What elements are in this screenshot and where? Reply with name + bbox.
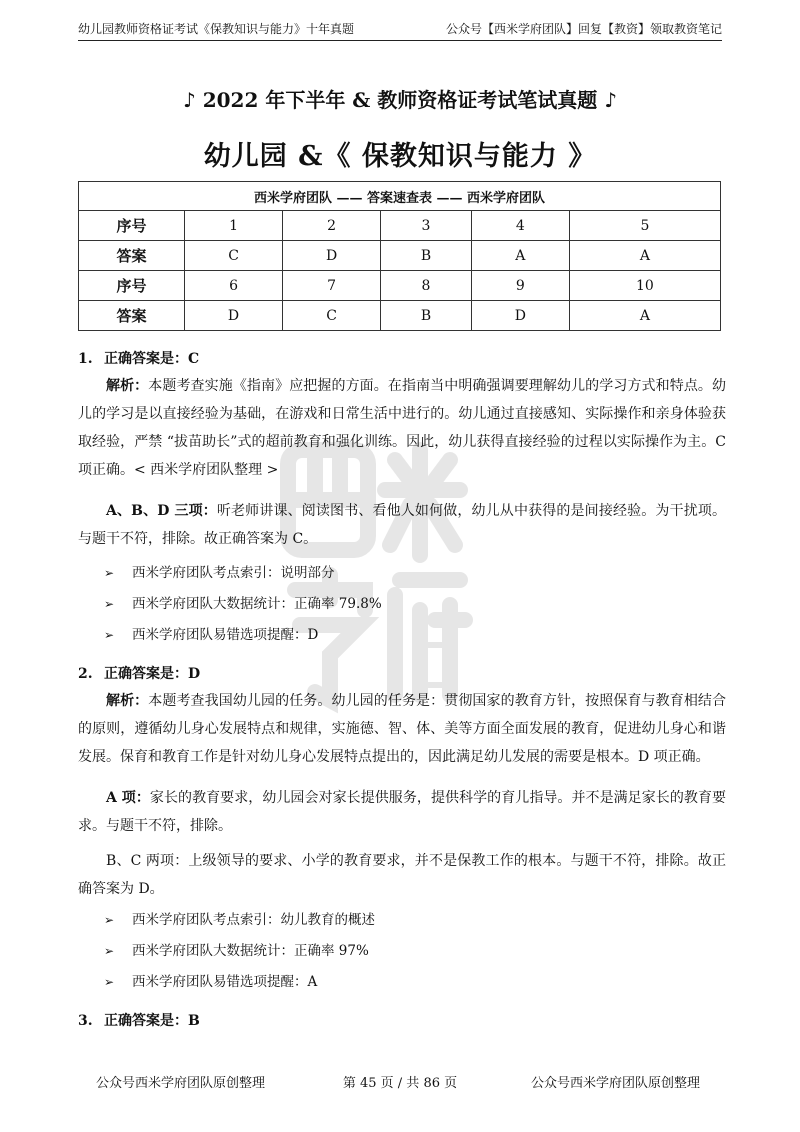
question-number-cell: 7: [283, 271, 381, 301]
answer-cell: A: [569, 241, 720, 271]
arrow-bullet-icon: ➢: [104, 944, 115, 958]
answer-cell: D: [283, 241, 381, 271]
table-row: [79, 301, 721, 331]
list-item: ➢ 西米学府团队易错选项提醒：D: [104, 627, 319, 643]
q1-options-paragraph: [78, 497, 726, 553]
arrow-bullet-icon: ➢: [104, 566, 115, 580]
answer-cell: B: [381, 241, 472, 271]
answer-table-caption: 西米学府团队 —— 答案速查表 —— 西米学府团队: [79, 182, 721, 211]
footer-left: 公众号西米学府团队原创整理: [96, 1076, 266, 1091]
q1-analysis-lead: 解析：: [106, 378, 149, 394]
arrow-bullet-icon: ➢: [104, 597, 115, 611]
question-number-cell: 9: [471, 271, 569, 301]
question-number-cell: 4: [471, 211, 569, 241]
answer-cell: C: [185, 241, 283, 271]
answer-table: [78, 181, 721, 331]
list-item: ➢ 西米学府团队大数据统计：正确率 79.8%: [104, 596, 382, 612]
q2-analysis-text: 本题考查我国幼儿园的任务。幼儿园的任务是：贯彻国家的教育方针，按照保育与教育相结合的原则，遵循幼儿身心发展特点和规律，实施德、智、体、美等方面全面发展的教育，促进幼儿身心和谐发展。保育和教育工作是针对幼儿身心发展特点提出的，因此满足幼儿发展的需要是根本。D 项正确。: [78, 693, 726, 765]
q2-analysis-lead: 解析：: [106, 693, 149, 709]
table-row: [79, 211, 721, 241]
q2-option-bc-paragraph: B、C 两项：上级领导的要求、小学的教育要求，并不是保教工作的根本。与题干不符，排除。故正确答案为 D。: [78, 853, 726, 897]
header-left: 幼儿园教师资格证考试《保教知识与能力》十年真题: [78, 22, 355, 36]
row-label-number: 序号: [79, 271, 185, 301]
q2-option-a-lead: A 项：: [106, 790, 150, 806]
q1-analysis-text: 本题考查实施《指南》应把握的方面。在指南当中明确强调要理解幼儿的学习方式和特点。幼儿的学习是以直接经验为基础，在游戏和日常生活中进行的。幼儿通过直接感知、实际操作和亲身体验获取经验，严禁 “拔苗助长”式的超前教育和强化训练。因此，幼儿获得直接经验的过程以实际操作为主。C 项正确。< 西米学府团队整理 >: [78, 378, 726, 478]
q2-option-a-text: 家长的教育要求，幼儿园会对家长提供服务，提供科学的育儿指导。并不是满足家长的教育要求。与题干不符，排除。: [78, 790, 726, 834]
q2-answer-heading: 正确答案是：D: [104, 666, 201, 682]
answer-cell: C: [283, 301, 381, 331]
q1-answer-heading: 正确答案是：C: [104, 351, 200, 367]
question-number-cell: 5: [569, 211, 720, 241]
header-right: 公众号【西米学府团队】回复【教资】领取教资笔记: [445, 22, 722, 36]
answer-cell: D: [185, 301, 283, 331]
question-number-cell: 2: [283, 211, 381, 241]
row-label-answer: 答案: [79, 301, 185, 331]
question-number-cell: 3: [381, 211, 472, 241]
question-number-cell: 10: [569, 271, 720, 301]
q2-number: 2.: [78, 666, 93, 682]
arrow-bullet-icon: ➢: [104, 975, 115, 989]
question-number-cell: 6: [185, 271, 283, 301]
q2-heading: [78, 663, 200, 683]
q1-analysis-paragraph: [78, 372, 726, 484]
answer-cell: B: [381, 301, 472, 331]
answer-cell: A: [569, 301, 720, 331]
page-title: 幼儿园 &《 保教知识与能力 》: [203, 141, 597, 172]
q1-number: 1.: [78, 351, 93, 367]
exam-subtitle: ♪ 2022 年下半年 & 教师资格证考试笔试真题 ♪: [182, 88, 618, 112]
answer-cell: D: [471, 301, 569, 331]
row-label-number: 序号: [79, 211, 185, 241]
answer-cell: A: [471, 241, 569, 271]
arrow-bullet-icon: ➢: [104, 913, 115, 927]
list-item: ➢ 西米学府团队考点索引：说明部分: [104, 565, 335, 581]
list-item: ➢ 西米学府团队大数据统计：正确率 97%: [104, 943, 369, 959]
q2-option-a-paragraph: [78, 784, 726, 840]
list-item: ➢ 西米学府团队考点索引：幼儿教育的概述: [104, 912, 375, 928]
footer-right: 公众号西米学府团队原创整理: [530, 1076, 700, 1091]
question-number-cell: 8: [381, 271, 472, 301]
q1-options-lead: A、B、D 三项：: [106, 503, 217, 519]
question-number-cell: 1: [185, 211, 283, 241]
table-row: [79, 271, 721, 301]
page-header: [78, 16, 722, 41]
q3-heading: [78, 1010, 200, 1030]
q1-options-text: 听老师讲课、阅读图书、看他人如何做，幼儿从中获得的是间接经验。为干扰项。与题干不符，排除。故正确答案为 C。: [78, 503, 727, 547]
q3-number: 3.: [78, 1013, 93, 1029]
row-label-answer: 答案: [79, 241, 185, 271]
list-item: ➢ 西米学府团队易错选项提醒：A: [104, 974, 318, 990]
q3-answer-heading: 正确答案是：B: [104, 1013, 200, 1029]
page-number: 第 45 页 / 共 86 页: [342, 1076, 458, 1091]
q2-analysis-paragraph: [78, 687, 726, 771]
q1-heading: [78, 348, 199, 368]
arrow-bullet-icon: ➢: [104, 628, 115, 642]
table-row: [79, 241, 721, 271]
